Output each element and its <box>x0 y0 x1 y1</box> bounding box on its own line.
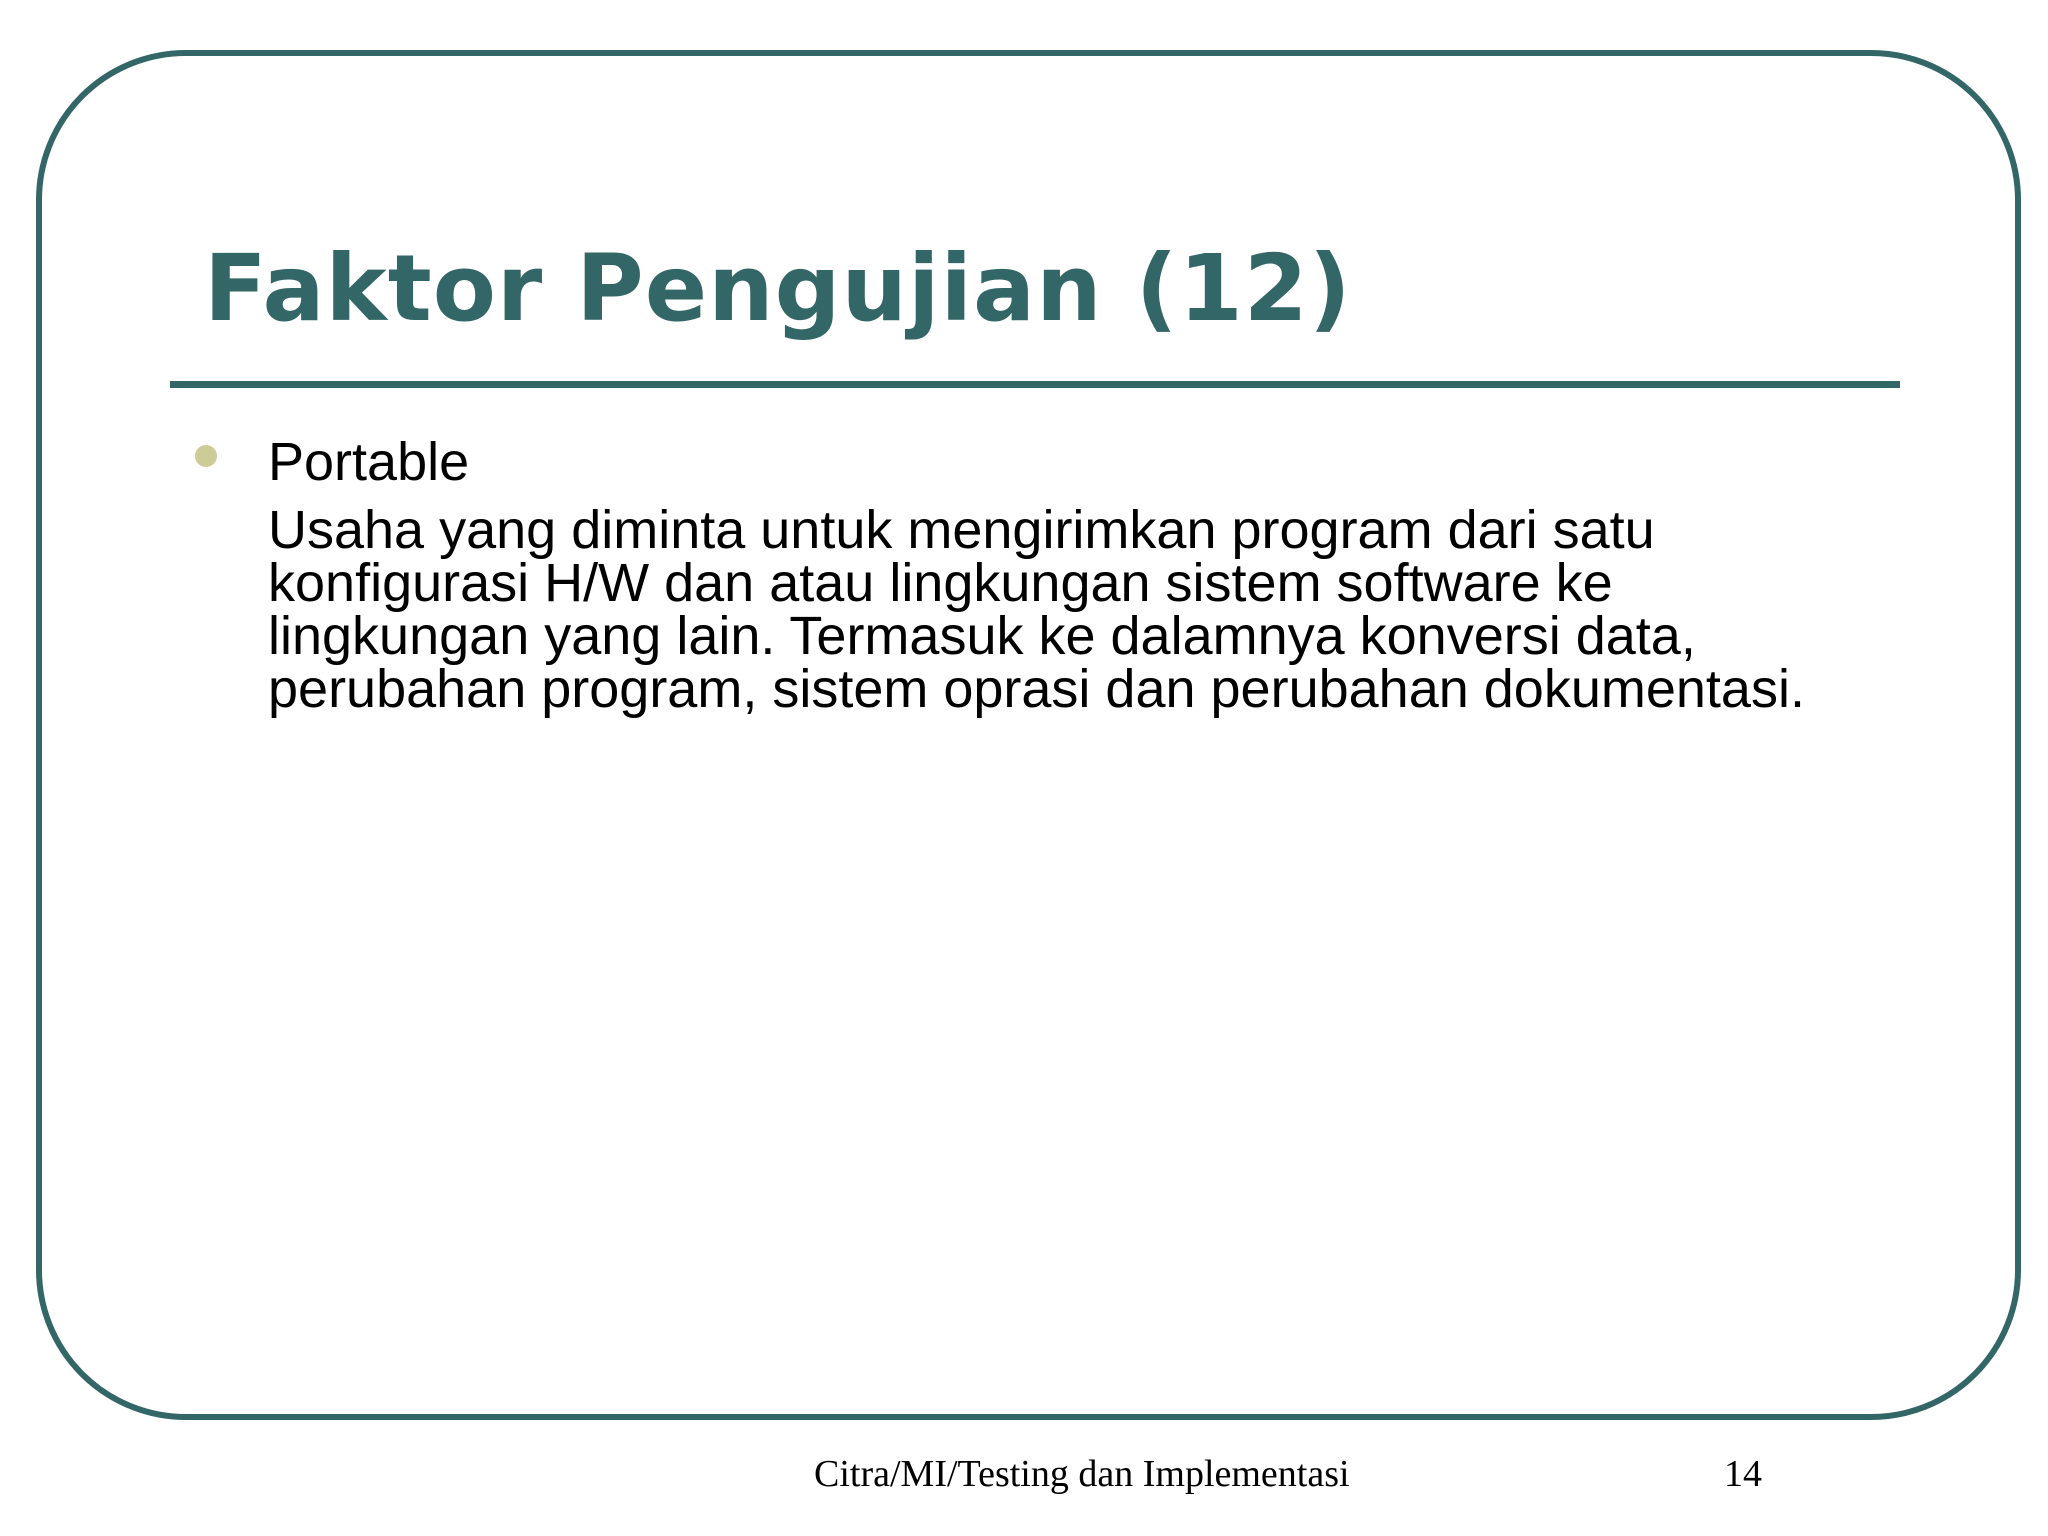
title-underline <box>170 381 1900 388</box>
bullet-body: Usaha yang diminta untuk mengirimkan program dari satu konfigurasi H/W dan atau lingkungan sistem software ke lingkungan yang lain. Termasuk ke dalamnya konversi data, perubahan program, sistem oprasi dan perubahan dokumentasi. <box>268 500 1805 719</box>
bullet-heading: Portable <box>268 432 470 492</box>
footer-text: Citra/MI/Testing dan Implementasi <box>814 1453 1350 1495</box>
page-number: 14 <box>1724 1453 1762 1495</box>
bullet-icon <box>195 445 217 467</box>
slide-title: Faktor Pengujian (12) <box>204 235 1352 342</box>
